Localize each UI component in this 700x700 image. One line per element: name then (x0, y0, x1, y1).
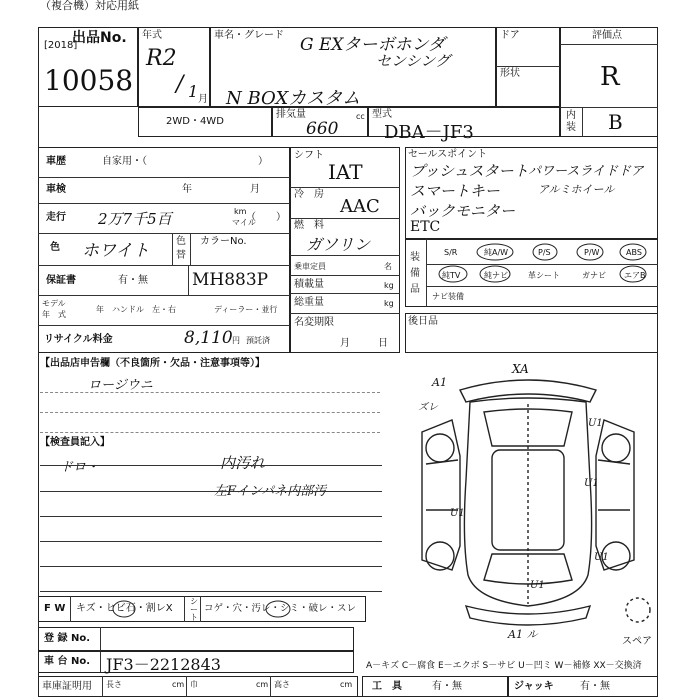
load-unit: kg (384, 281, 394, 290)
color-value: ホワイト (82, 241, 150, 261)
inspector-notes-label: 【検査員記入】 (40, 437, 110, 448)
fw-circles (38, 596, 366, 622)
name-change-month: 月 (340, 338, 350, 349)
aircon-label: 冷 房 (294, 189, 324, 200)
mileage-label: 走行 (46, 212, 66, 223)
gross-label: 総重量 (294, 297, 324, 308)
model-year-label-2: 年 式 (42, 310, 66, 319)
equip-aw: 純A/W (484, 248, 509, 257)
cert-width: 巾 (190, 680, 198, 689)
capacity-unit: 名 (384, 262, 392, 271)
gross-unit: kg (384, 299, 394, 308)
sales-item-6: ETC (410, 219, 441, 235)
color-change-1: 色 (176, 236, 186, 247)
warranty-options: 有・無 (118, 275, 148, 286)
sheet-label-2: ー (190, 605, 198, 614)
fw-items: キズ・ヒビ石・割レX (76, 603, 173, 614)
sales-item-1: プッシュスタート (410, 162, 529, 180)
mark-a1-front: A1 ル (508, 628, 538, 641)
inspector-line2: 左Fインパネ内部汚 (214, 484, 327, 499)
model-year-unit: 年 (96, 305, 104, 314)
door-label: ドア (500, 30, 520, 41)
tools-label: 工 具 (372, 681, 402, 692)
equip-tv: 純TV (442, 271, 461, 280)
dealer-options: ディーラー・並行 (214, 305, 278, 314)
mileage-unit-mile: マイル (232, 218, 256, 227)
sales-item-3: スマートキー (410, 182, 500, 200)
sales-label: セールスポイント (408, 149, 488, 160)
car-model: N BOXカスタム (226, 88, 361, 109)
car-name-label: 車名・グレード (214, 30, 284, 41)
spare-label: スペア (622, 636, 652, 647)
cert-length: 長さ (106, 680, 122, 689)
recycle-note: 預託済 (246, 336, 270, 345)
circle-yogore (266, 601, 290, 617)
wheel-rr (602, 434, 630, 462)
equipment-circles (405, 239, 658, 307)
chassis-label: 車 台 No. (44, 656, 91, 667)
color-label: 色 (50, 242, 60, 253)
recycle-unit: 円 (232, 336, 240, 345)
name-change-day: 日 (378, 338, 388, 349)
seller-notes-text: ロージウニ (88, 378, 153, 393)
mark-zure: ズレ (418, 402, 438, 413)
history-label: 車歴 (46, 156, 66, 167)
fuel-value: ガソリン (306, 235, 371, 254)
equip-gnavi: ガナビ (582, 271, 606, 280)
mileage-value: 2万7千5百 (98, 210, 172, 228)
history-options: 自家用・（ (102, 156, 147, 167)
mark-u1-r: U1 (584, 478, 599, 489)
inspector-line1-left: ドロ・ (60, 460, 100, 475)
circle-tv (439, 266, 467, 282)
shape-label: 形状 (500, 68, 520, 79)
score-label: 評価点 (592, 30, 622, 41)
equip-pw: P/W (584, 248, 600, 257)
capacity-label: 乗車定員 (294, 262, 326, 271)
lot-label: 出品No. (72, 30, 127, 46)
mark-u1-fr: U1 (594, 552, 609, 563)
equipment-label-1: 装 (410, 252, 420, 263)
spare-tire (626, 598, 650, 622)
fuel-label: 燃 料 (294, 220, 324, 231)
mark-xa: XA (512, 362, 529, 376)
car-grade-line2: センシング (376, 52, 450, 70)
seller-notes-label: 【出品店申告欄（不良箇所・欠品・注意事項等）】 (40, 358, 265, 369)
rear-lug-box (405, 313, 658, 353)
mileage-unit-km: km (234, 207, 247, 216)
sales-item-5: バックモニター (410, 202, 516, 220)
history-close: ） (258, 156, 268, 167)
color-no-label: カラーNo. (200, 236, 247, 247)
front-bumper (466, 606, 590, 625)
lot-year-tag: [2018] (44, 40, 78, 51)
year-slash: / (176, 72, 184, 97)
shift-value: IAT (328, 160, 363, 184)
fw-label: F W (44, 603, 66, 614)
cert-label: 車庫証明用 (42, 681, 92, 692)
inspection-year: 年 (182, 184, 192, 195)
year-month-unit: 月 (198, 94, 208, 105)
mark-u1-rr: U1 (588, 418, 603, 429)
drive-label: 2WD・4WD (166, 116, 224, 127)
cert-cm-3: cm (340, 680, 353, 689)
recycle-value: 8,110 (184, 328, 233, 348)
left-side-upper (426, 460, 458, 510)
cert-cm-1: cm (172, 680, 185, 689)
equip-navi: 純ナビ (484, 271, 508, 280)
aircon-value: AAC (340, 196, 380, 217)
interior-label-2: 装 (566, 122, 576, 133)
model-code-value: DBA－JF3 (384, 122, 474, 143)
damage-diagram (400, 360, 656, 640)
damage-legend: A－キズ C－腐食 E－エクボ S－サビ U－凹ミ W－補修 XX－交換済 (366, 661, 642, 671)
year-era: R2 (146, 46, 177, 71)
wheel-rl (426, 434, 454, 462)
year-label: 年式 (142, 30, 162, 41)
rear-lug-label: 後日品 (408, 316, 438, 327)
form-header: （複合機）対応用紙 (40, 0, 139, 12)
recycle-label: リサイクル料金 (44, 334, 113, 345)
circle-hibi (113, 601, 135, 617)
lot-number: 10058 (44, 64, 134, 97)
mark-a1-rear: A1 (432, 376, 447, 389)
equip-airbag: エアB (624, 271, 646, 280)
equip-abs: ABS (626, 248, 642, 257)
model-code-label: 型式 (372, 109, 392, 120)
mark-u1-l: U1 (450, 508, 465, 519)
year-month: 1 (188, 82, 199, 101)
color-code: MH883P (192, 270, 269, 290)
equipment-label-2: 備 (410, 268, 420, 279)
right-side-upper (598, 460, 630, 510)
chassis-value: JF3－2212843 (106, 655, 221, 674)
interior-label-1: 内 (566, 110, 576, 121)
load-label: 積載量 (294, 279, 324, 290)
inspection-month: 月 (250, 184, 260, 195)
sheet-label-3: ト (190, 613, 198, 622)
model-year-label-1: モデル (42, 299, 66, 308)
name-change-label: 名変期限 (294, 317, 334, 328)
score-value: R (600, 62, 620, 92)
sheet-items: コゲ・穴・汚レ・シミ・破レ・スレ (204, 603, 357, 614)
sheet-label-1: シ (190, 597, 198, 606)
inspection-label: 車検 (46, 184, 66, 195)
circle-pw (577, 244, 603, 260)
mark-u1-front: U1 (530, 580, 545, 591)
equipment-label-3: 品 (410, 284, 420, 295)
jack-label: ジャッキ (514, 681, 554, 692)
circle-abs (620, 244, 646, 260)
cert-cm-2: cm (256, 680, 269, 689)
inspector-line1-right: 内汚れ (220, 454, 266, 472)
shift-label: シフト (294, 150, 324, 161)
handle-options: ハンドル 左・右 (112, 305, 176, 314)
tools-options: 有・無 (432, 681, 462, 692)
equip-sr: S/R (444, 248, 458, 257)
color-change-2: 替 (176, 250, 186, 261)
interior-value: B (608, 110, 623, 134)
cert-height: 高さ (274, 680, 290, 689)
equip-leather: 革シート (528, 271, 560, 280)
equip-navi-label: ナビ装備 (432, 292, 464, 301)
displacement-label: 排気量 (276, 109, 306, 120)
circle-navi (480, 266, 510, 282)
jack-options: 有・無 (580, 681, 610, 692)
circle-airbag (620, 266, 646, 282)
circle-aw (477, 244, 513, 260)
registration-label: 登 録 No. (44, 633, 91, 644)
sales-item-4: アルミホイール (538, 183, 615, 196)
car-grade-line1: G EXターボホンダ (300, 35, 445, 55)
sales-item-2: パワースライドドア (528, 164, 644, 179)
circle-ps (533, 244, 557, 260)
warranty-label: 保証書 (46, 275, 76, 286)
displacement-unit: cc (356, 112, 365, 121)
displacement-value: 660 (306, 119, 339, 139)
mileage-paren: （ ） (246, 212, 286, 223)
equip-ps: P/S (538, 248, 551, 257)
